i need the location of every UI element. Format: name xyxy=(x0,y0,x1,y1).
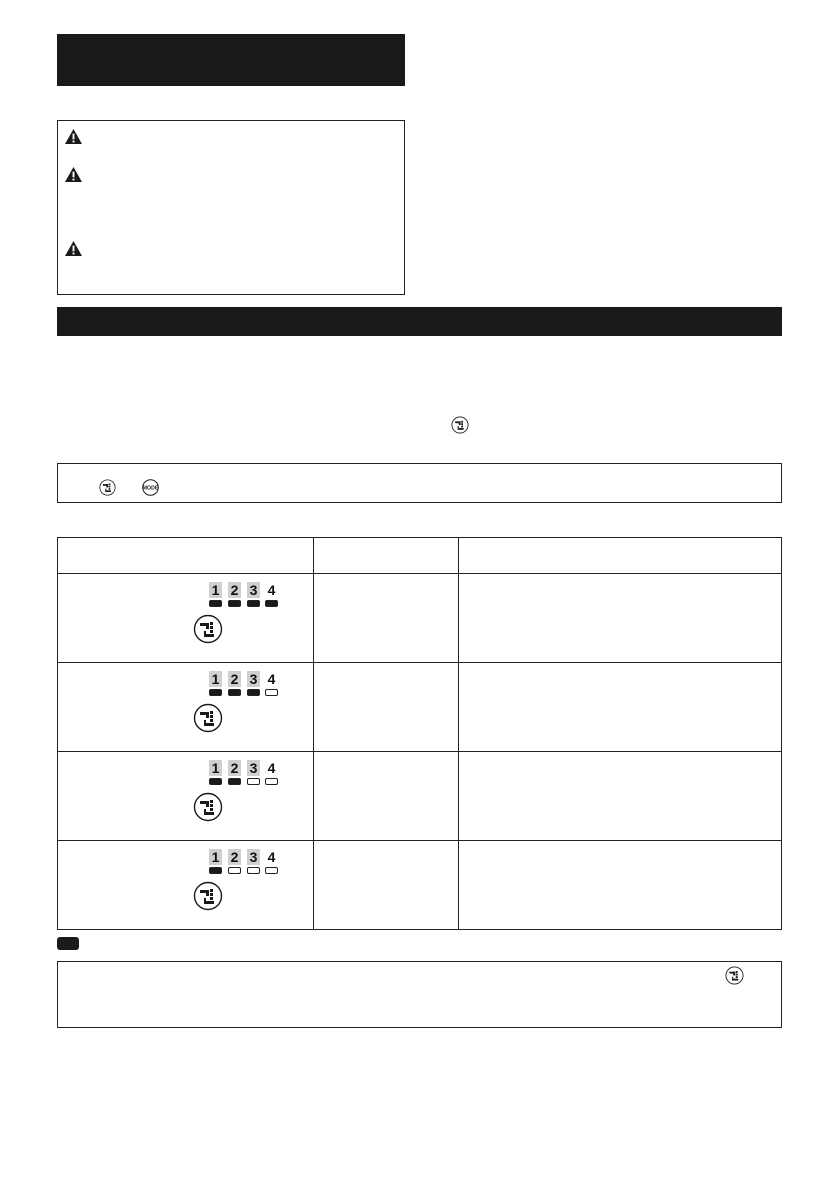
lamp-number: 1 xyxy=(209,760,222,776)
header-cell xyxy=(459,538,782,574)
lamp-on xyxy=(228,778,241,785)
mode-button-icon xyxy=(142,479,159,496)
lamp-indicators xyxy=(209,778,279,786)
impact-force-row xyxy=(58,752,782,841)
lamp-off xyxy=(228,867,241,874)
impact-force-mode-button-icon xyxy=(99,479,116,496)
lamp-on xyxy=(228,689,241,696)
lamp-number-labels xyxy=(209,582,279,598)
impact-force-row xyxy=(58,574,782,663)
note-badge xyxy=(57,937,79,950)
lamp-number-labels xyxy=(209,849,279,865)
warning-box xyxy=(57,120,405,295)
mode-cell xyxy=(314,752,459,841)
bottom-note-box xyxy=(57,961,782,1028)
application-cell xyxy=(459,574,782,663)
impact-force-mode-button-icon xyxy=(193,792,223,822)
lamp-number: 4 xyxy=(267,760,276,776)
lamp-number: 4 xyxy=(267,849,276,865)
lamp-number: 2 xyxy=(228,671,241,687)
lamp-on xyxy=(209,689,222,696)
lamp-number-labels xyxy=(209,760,279,776)
lamp-number-labels xyxy=(209,671,279,687)
lamp-number: 3 xyxy=(247,671,260,687)
lamp-illustration-cell xyxy=(58,841,314,930)
section-heading-bar xyxy=(57,307,782,336)
application-cell xyxy=(459,752,782,841)
lamp-on xyxy=(247,689,260,696)
lamp-number: 1 xyxy=(209,849,222,865)
application-cell xyxy=(459,841,782,930)
lamp-on xyxy=(228,600,241,607)
lamp-number: 2 xyxy=(228,849,241,865)
impact-force-mode-button-icon xyxy=(451,416,469,434)
lamp-indicators xyxy=(209,867,279,875)
impact-force-row xyxy=(58,663,782,752)
impact-force-mode-button-icon xyxy=(193,614,223,644)
lamp-number: 3 xyxy=(247,760,260,776)
lamp-number: 2 xyxy=(228,582,241,598)
lamp-off xyxy=(247,867,260,874)
mode-cell xyxy=(314,663,459,752)
mode-cell xyxy=(314,841,459,930)
warning-triangle-icon xyxy=(64,240,83,257)
lamp-off xyxy=(265,689,278,696)
lamp-illustration-cell xyxy=(58,663,314,752)
lamp-number: 2 xyxy=(228,760,241,776)
header-cell xyxy=(58,538,314,574)
warning-triangle-icon xyxy=(64,166,83,183)
mode-cell xyxy=(314,574,459,663)
lamp-on xyxy=(209,778,222,785)
impact-force-table xyxy=(57,537,782,930)
lamp-on xyxy=(209,867,222,874)
lamp-indicators xyxy=(209,600,279,608)
lamp-number: 4 xyxy=(267,671,276,687)
lamp-number: 3 xyxy=(247,849,260,865)
impact-force-mode-button-icon xyxy=(193,881,223,911)
impact-force-mode-button-icon xyxy=(725,966,744,985)
table-header-row xyxy=(58,538,782,574)
lamp-on xyxy=(265,600,278,607)
note-box xyxy=(57,463,782,503)
lamp-illustration-cell xyxy=(58,752,314,841)
section-title-block xyxy=(57,34,405,86)
header-cell xyxy=(314,538,459,574)
application-cell xyxy=(459,663,782,752)
impact-force-mode-button-icon xyxy=(193,703,223,733)
mode-button-label: MODE xyxy=(142,485,159,492)
lamp-off xyxy=(247,778,260,785)
lamp-number: 4 xyxy=(267,582,276,598)
lamp-off xyxy=(265,778,278,785)
lamp-number: 1 xyxy=(209,671,222,687)
lamp-number: 1 xyxy=(209,582,222,598)
lamp-on xyxy=(247,600,260,607)
lamp-illustration-cell xyxy=(58,574,314,663)
impact-force-row xyxy=(58,841,782,930)
lamp-on xyxy=(209,600,222,607)
warning-triangle-icon xyxy=(64,128,83,145)
lamp-number: 3 xyxy=(247,582,260,598)
lamp-indicators xyxy=(209,689,279,697)
lamp-off xyxy=(265,867,278,874)
